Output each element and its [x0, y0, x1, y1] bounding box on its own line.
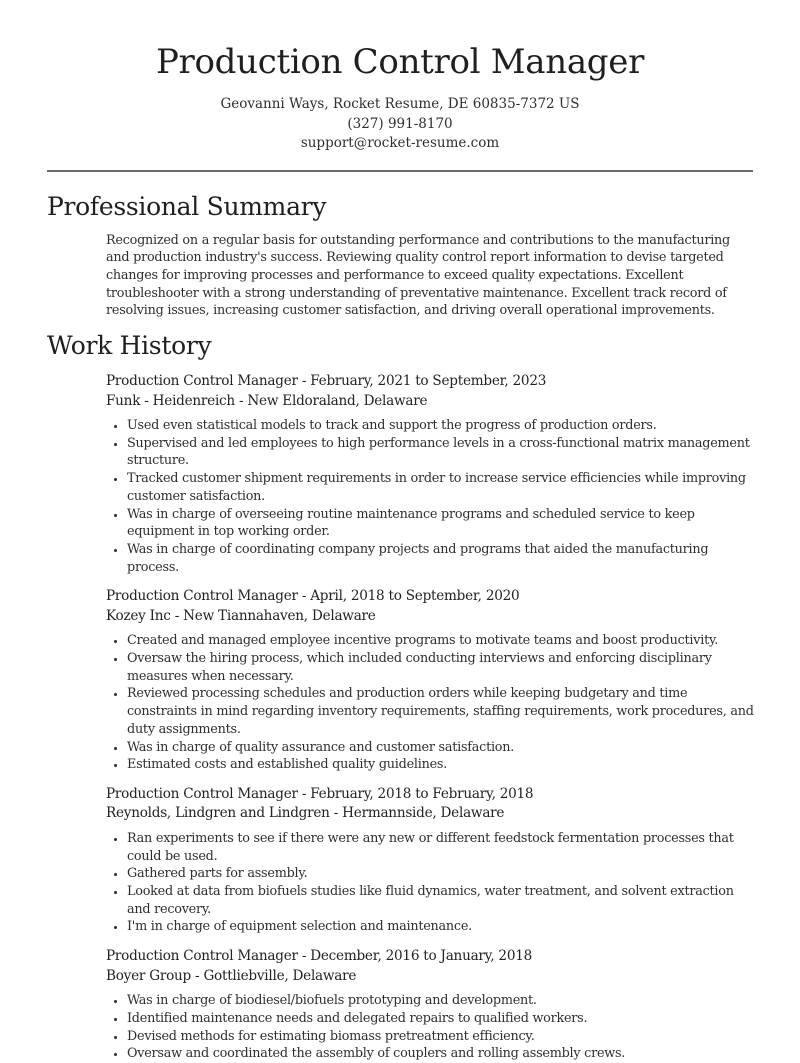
job-entry [106, 947, 755, 1063]
summary-heading: Professional Summary [47, 191, 327, 221]
job-bullets [106, 830, 755, 936]
job-bullets [106, 417, 755, 576]
job-bullet: • Oversaw the hiring process, which included conducting interviews and enforcing disciplinary measures when necessary. [127, 650, 755, 685]
job-bullet: • Was in charge of quality assurance and customer satisfaction. [127, 739, 755, 757]
job-title-line: Production Control Manager - April, 2018 to September, 2020 [106, 588, 520, 605]
job-bullet: • Supervised and led employees to high performance levels in a cross-functional matrix management structure. [127, 435, 755, 470]
job-bullet: • Identified maintenance needs and delegated repairs to qualified workers. [127, 1010, 755, 1028]
job-bullet: • Was in charge of coordinating company projects and programs that aided the manufacturing process. [127, 541, 755, 576]
job-bullet: • Oversaw and coordinated the assembly of couplers and rolling assembly crews. [127, 1045, 755, 1063]
job-title-line: Production Control Manager - February, 2018 to February, 2018 [106, 785, 534, 802]
job-entry [106, 587, 755, 774]
contact-email: support@rocket-resume.com [300, 135, 500, 151]
job-entry [106, 372, 755, 576]
job-bullet: • I'm in charge of equipment selection and maintenance. [127, 918, 755, 936]
work-history-heading: Work History [47, 331, 212, 361]
job-bullet: • Ran experiments to see if there were any new or different feedstock fermentation processes that could be used. [127, 830, 755, 865]
job-bullet: • Tracked customer shipment requirements in order to increase service efficiencies while improving customer satisfaction. [127, 470, 755, 505]
job-bullet: • Reviewed processing schedules and production orders while keeping budgetary and time constraints in mind regarding inventory requirements, staffing requirements, work procedures, and duty assignments. [127, 685, 755, 738]
job-bullet: • Was in charge of overseeing routine maintenance programs and scheduled service to keep equipment in top working order. [127, 506, 755, 541]
job-bullets [106, 632, 755, 774]
job-company-line: Reynolds, Lindgren and Lindgren - Hermannside, Delaware [106, 805, 505, 822]
job-bullet: • Gathered parts for assembly. [127, 865, 755, 883]
resume-title: Production Control Manager [155, 42, 645, 82]
job-bullet: • Devised methods for estimating biomass pretreatment efficiency. [127, 1028, 755, 1046]
contact-address: Geovanni Ways, Rocket Resume, DE 60835-7372 US [220, 96, 580, 112]
header-divider [47, 170, 753, 172]
resume-header [0, 0, 800, 154]
job-bullet: • Was in charge of biodiesel/biofuels prototyping and development. [127, 992, 755, 1010]
job-bullet: • Looked at data from biofuels studies like fluid dynamics, water treatment, and solvent extraction and recovery. [127, 883, 755, 918]
job-title-line: Production Control Manager - December, 2016 to January, 2018 [106, 948, 533, 965]
job-bullet: • Created and managed employee incentive programs to motivate teams and boost productivity. [127, 632, 755, 650]
job-company-line: Funk - Heidenreich - New Eldoraland, Delaware [106, 392, 428, 409]
job-company-line: Boyer Group - Gottliebville, Delaware [106, 967, 357, 984]
job-entry [106, 785, 755, 936]
job-bullet: • Used even statistical models to track and support the progress of production orders. [127, 417, 755, 435]
job-title-line: Production Control Manager - February, 2021 to September, 2023 [106, 373, 547, 390]
contact-phone: (327) 991-8170 [347, 115, 453, 132]
job-bullets [106, 992, 755, 1063]
contact-block [0, 95, 800, 154]
job-company-line: Kozey Inc - New Tiannahaven, Delaware [106, 607, 376, 624]
job-bullet: • Estimated costs and established quality guidelines. [127, 756, 755, 774]
summary-text: Recognized on a regular basis for outstanding performance and contributions to the manufacturing and production industry's success. Reviewing quality control report information to devise targeted changes for improving processes and performance to exceed quality expectations. Excellent troubleshooter with a strong understanding of preventative maintenance. Excellent track record of resolving issues, increasing customer satisfaction, and driving overall operational improvements. [106, 232, 730, 319]
